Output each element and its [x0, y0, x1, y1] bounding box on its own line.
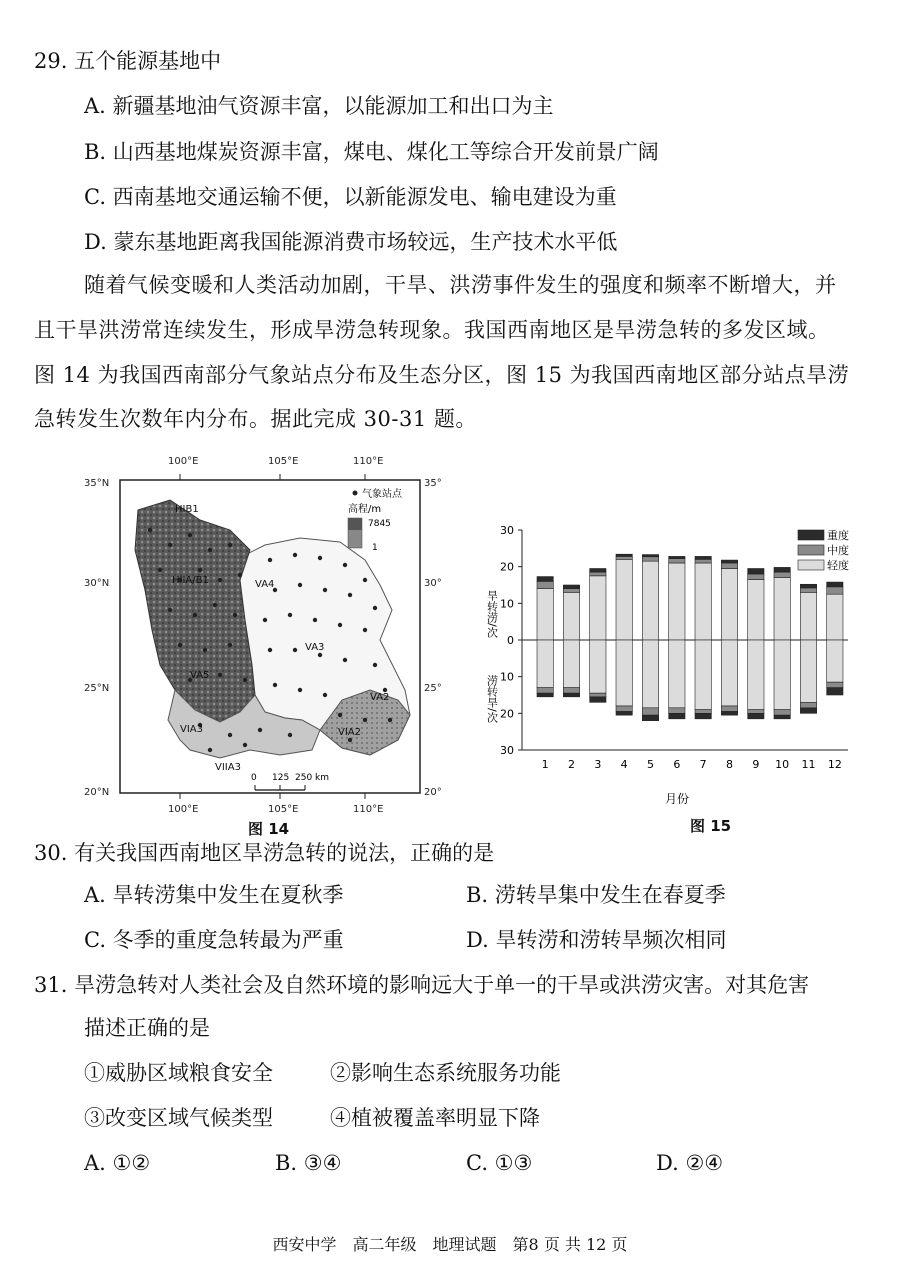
bar-flood-to-dry-medium [563, 688, 579, 694]
x-tick-label: 4 [620, 758, 628, 771]
q31-item-3: ③改变区域气候类型 [84, 1106, 273, 1130]
x-tick-label: 8 [726, 758, 733, 771]
bar-flood-to-dry-heavy [590, 697, 606, 703]
x-tick-label: 6 [673, 758, 681, 771]
bar-flood-to-dry-medium [827, 682, 843, 688]
bar-flood-to-dry-heavy [695, 713, 711, 719]
zone-label-va2: VA2 [370, 692, 390, 703]
bar-dry-to-flood-medium [616, 556, 632, 559]
bar-dry-to-flood-light [537, 589, 553, 640]
bar-flood-to-dry-medium [642, 708, 658, 715]
x-tick-label: 9 [752, 758, 760, 771]
q29-option-d: D. 蒙东基地距离我国能源消费市场较远，生产技术水平低 [84, 230, 618, 254]
zone-label-hiiab1: HIIA/B1 [172, 575, 209, 586]
bar-flood-to-dry-heavy [800, 708, 816, 714]
x-tick-label: 5 [647, 758, 654, 771]
figure-14-map [80, 450, 450, 820]
bar-flood-to-dry-medium [537, 688, 553, 694]
bar-dry-to-flood-medium [774, 572, 790, 578]
q31-item-1: ①威胁区域粮食安全 [84, 1061, 273, 1085]
figure-15-caption: 图 15 [690, 817, 732, 835]
lat-label-right-25: 25° [424, 683, 442, 694]
zone-label-via3: VIA3 [180, 724, 203, 735]
lon-label-top-105: 105°E [268, 456, 299, 467]
lat-label-20: 20°N [84, 787, 110, 798]
y-label-flood-to-dry: 涝转旱/次 [485, 675, 499, 723]
y-tick-label: 10 [500, 670, 514, 684]
lat-label-30: 30°N [84, 578, 110, 589]
zone-label-va4: VA4 [255, 579, 275, 590]
q31-stem: 31. 旱涝急转对人类社会及自然环境的影响远大于单一的干旱或洪涝灾害。对其危害 [34, 973, 810, 997]
bar-flood-to-dry-light [563, 640, 579, 688]
x-tick-label: 1 [541, 758, 549, 771]
q29-option-b: B. 山西基地煤炭资源丰富，煤电、煤化工等综合开发前景广阔 [84, 140, 659, 164]
bar-flood-to-dry-medium [669, 708, 685, 714]
q31-stem-2: 描述正确的是 [84, 1016, 210, 1040]
bar-flood-to-dry-light [800, 640, 816, 702]
bar-dry-to-flood-medium [695, 559, 711, 563]
bar-flood-to-dry-medium [721, 706, 737, 712]
y-tick-label: 10 [500, 597, 514, 611]
q30-option-a: A. 旱转涝集中发生在夏秋季 [84, 883, 344, 907]
x-tick-label: 2 [568, 758, 575, 771]
bar-dry-to-flood-light [827, 594, 843, 640]
chart-legend [798, 528, 849, 572]
lon-label-top-100: 100°E [168, 456, 199, 467]
bar-dry-to-flood-medium [721, 563, 737, 569]
q30-option-c: C. 冬季的重度急转最为严重 [84, 928, 344, 952]
bar-flood-to-dry-heavy [774, 715, 790, 719]
q31-option-b: B. ③④ [275, 1151, 342, 1175]
legend-elev-max: 7845 [368, 519, 391, 529]
bar-flood-to-dry-light [642, 640, 658, 708]
legend-station-label: 气象站点 [362, 489, 402, 500]
bar-flood-to-dry-light [695, 640, 711, 710]
legend-elev-min: 1 [372, 543, 378, 553]
intro-line-4: 急转发生次数年内分布。据此完成 30-31 题。 [34, 407, 477, 431]
bar-flood-to-dry-heavy [537, 693, 553, 697]
bar-dry-to-flood-light [774, 578, 790, 640]
bar-flood-to-dry-light [827, 640, 843, 682]
bar-dry-to-flood-heavy [827, 582, 843, 587]
zone-label-va5: VA5 [190, 670, 210, 681]
intro-line-1: 随着气候变暖和人类活动加剧，干旱、洪涝事件发生的强度和频率不断增大，并 [84, 273, 837, 297]
figure-14-caption: 图 14 [248, 820, 290, 838]
y-tick-label: 20 [500, 560, 514, 574]
chart-bars [537, 554, 843, 720]
legend-swatch-medium [798, 545, 824, 555]
zone-label-va3: VA3 [305, 642, 325, 653]
x-tick-label: 3 [594, 758, 602, 771]
bar-flood-to-dry-light [721, 640, 737, 706]
bar-dry-to-flood-light [590, 576, 606, 640]
bar-dry-to-flood-light [563, 592, 579, 640]
bar-dry-to-flood-medium [590, 572, 606, 576]
legend-heavy: 重度 [827, 529, 849, 542]
bar-flood-to-dry-heavy [642, 715, 658, 721]
y-tick-label: 20 [500, 707, 514, 721]
svg-text:0: 0 [251, 773, 257, 783]
y-tick-label: 30 [500, 524, 514, 537]
bar-dry-to-flood-heavy [642, 555, 658, 557]
legend-swatch-light [798, 560, 824, 570]
bar-flood-to-dry-medium [774, 710, 790, 716]
y-label-dry-to-flood: 旱转涝/次 [485, 590, 499, 638]
lat-label-25: 25°N [84, 683, 110, 694]
svg-text:250 km: 250 km [295, 773, 330, 783]
bar-flood-to-dry-light [590, 640, 606, 693]
zone-label-hib1: HIB1 [175, 504, 199, 515]
bar-dry-to-flood-heavy [800, 584, 816, 588]
lat-label-right-35: 35° [424, 478, 442, 489]
q30-stem: 30. 有关我国西南地区旱涝急转的说法，正确的是 [34, 841, 495, 865]
bar-flood-to-dry-heavy [827, 688, 843, 695]
bar-flood-to-dry-light [537, 640, 553, 688]
bar-dry-to-flood-heavy [563, 585, 579, 589]
bar-dry-to-flood-medium [642, 557, 658, 561]
x-axis-label: 月份 [665, 792, 690, 805]
svg-text:125: 125 [272, 773, 290, 783]
bar-flood-to-dry-medium [748, 710, 764, 714]
page-footer: 西安中学 高二年级 地理试题 第8 页 共 12 页 [272, 1235, 628, 1254]
lon-label-bottom-100: 100°E [168, 804, 199, 815]
lat-label-right-20: 20° [424, 787, 442, 798]
bar-flood-to-dry-light [669, 640, 685, 708]
q30-option-d: D. 旱转涝和涝转旱频次相同 [466, 928, 727, 952]
zone-label-via2: VIA2 [338, 727, 361, 738]
bar-dry-to-flood-heavy [695, 556, 711, 559]
bar-flood-to-dry-light [774, 640, 790, 710]
legend-light: 轻度 [827, 559, 849, 572]
legend-swatch-heavy [798, 530, 824, 540]
bar-flood-to-dry-medium [590, 693, 606, 697]
legend-medium: 中度 [827, 544, 849, 557]
bar-dry-to-flood-heavy [721, 560, 737, 563]
bar-dry-to-flood-light [642, 561, 658, 640]
q31-option-a: A. ①② [84, 1151, 151, 1175]
bar-dry-to-flood-medium [827, 587, 843, 594]
bar-flood-to-dry-heavy [563, 693, 579, 697]
figure-15-chart [480, 515, 875, 805]
lat-label-35: 35°N [84, 478, 110, 489]
bar-flood-to-dry-heavy [669, 713, 685, 719]
bar-flood-to-dry-medium [695, 710, 711, 714]
bar-dry-to-flood-heavy [748, 569, 764, 575]
q31-option-d: D. ②④ [656, 1151, 724, 1175]
x-tick-label: 10 [775, 758, 790, 771]
q31-option-c: C. ①③ [466, 1151, 533, 1175]
bar-dry-to-flood-light [721, 569, 737, 641]
x-tick-label: 12 [827, 758, 842, 771]
bar-flood-to-dry-medium [800, 702, 816, 708]
lon-label-top-110: 110°E [353, 456, 384, 467]
bar-dry-to-flood-light [695, 563, 711, 640]
x-tick-label: 11 [801, 758, 816, 771]
lat-label-right-30: 30° [424, 578, 442, 589]
legend-elev-title: 高程/m [348, 504, 382, 515]
bar-dry-to-flood-medium [563, 589, 579, 593]
bar-flood-to-dry-medium [616, 706, 632, 712]
zone-label-viia3: VIIA3 [215, 762, 241, 773]
q29-stem: 29. 五个能源基地中 [34, 49, 222, 73]
bar-dry-to-flood-heavy [616, 554, 632, 556]
q31-item-4: ④植被覆盖率明显下降 [330, 1106, 540, 1130]
bar-flood-to-dry-light [616, 640, 632, 706]
intro-line-3: 图 14 为我国西南部分气象站点分布及生态分区，图 15 为我国西南地区部分站点旱涝 [34, 363, 850, 387]
y-tick-label: 0 [507, 634, 514, 647]
bar-dry-to-flood-medium [537, 581, 553, 588]
bar-dry-to-flood-medium [800, 588, 816, 592]
bar-dry-to-flood-light [800, 592, 816, 640]
q30-option-b: B. 涝转旱集中发生在春夏季 [466, 883, 726, 907]
bar-dry-to-flood-heavy [774, 567, 790, 572]
q31-item-2: ②影响生态系统服务功能 [330, 1061, 561, 1085]
bar-flood-to-dry-heavy [748, 713, 764, 719]
q29-option-a: A. 新疆基地油气资源丰富，以能源加工和出口为主 [84, 94, 554, 118]
x-tick-label: 7 [699, 758, 707, 771]
y-tick-label: 30 [500, 744, 514, 757]
bar-dry-to-flood-heavy [537, 577, 553, 582]
bar-flood-to-dry-heavy [721, 712, 737, 716]
q29-option-c: C. 西南基地交通运输不便，以新能源发电、输电建设为重 [84, 185, 617, 209]
bar-dry-to-flood-medium [669, 559, 685, 563]
bar-dry-to-flood-light [748, 580, 764, 641]
bar-flood-to-dry-heavy [616, 712, 632, 716]
bar-flood-to-dry-light [748, 640, 764, 710]
bar-dry-to-flood-light [616, 559, 632, 640]
bar-dry-to-flood-heavy [590, 569, 606, 573]
lon-label-bottom-105: 105°E [268, 804, 299, 815]
lon-label-bottom-110: 110°E [353, 804, 384, 815]
bar-dry-to-flood-heavy [669, 556, 685, 558]
intro-line-2: 且干旱洪涝常连续发生，形成旱涝急转现象。我国西南地区是旱涝急转的多发区域。 [34, 318, 830, 342]
bar-dry-to-flood-medium [748, 574, 764, 580]
bar-dry-to-flood-light [669, 563, 685, 640]
